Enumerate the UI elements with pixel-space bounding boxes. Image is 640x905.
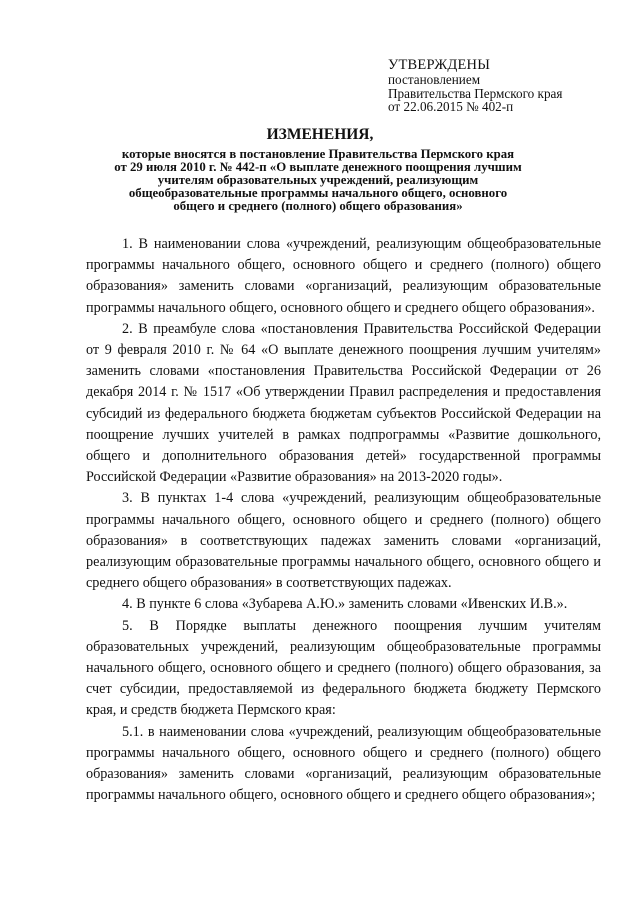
subtitle-line: учителям образовательных учреждений, реализующим — [157, 173, 479, 188]
paragraph-3: 3. В пунктах 1-4 слова «учреждений, реализующим общеобразовательные программы начального общего, основного общего и среднего (полного) общего образования» в соответствующих падежах заменить словами «организаций, реализующим образовательные программы начального общего, основного общего и среднего общего образования» в соответствующих падежах. — [86, 490, 601, 592]
paragraph-1: 1. В наименовании слова «учреждений, реализующим общеобразовательные программы начального общего, основного общего и среднего (полного) общего образования» заменить словами «организаций, реализующим образовательные программы начального общего, основного общего и среднего общего образования». — [86, 236, 601, 316]
document-body — [86, 234, 601, 806]
approval-line-1: постановлением — [388, 72, 481, 87]
approval-line-2: Правительства Пермского края — [388, 85, 563, 101]
approval-heading: УТВЕРЖДЕНЫ — [388, 57, 491, 73]
approval-stamp — [388, 58, 628, 114]
document-title: ИЗМЕНЕНИЯ, — [266, 126, 374, 143]
subtitle-line: общеобразовательные программы начального общего, основного — [128, 186, 508, 201]
paragraph-5: 5. В Порядке выплаты денежного поощрения лучшим учителям образовательных учреждений, реализующим общеобразовательные программы начального общего, основного общего и среднего (полного) общего образования, за счет субсидии, предоставляемой из федерального бюджета бюджету Пермского края, и средств бюджета Пермского края: — [86, 617, 601, 719]
paragraph-5-1: 5.1. в наименовании слова «учреждений, реализующим общеобразовательные программы начального общего, основного общего и среднего (полного) общего образования» заменить словами «организаций, реализующим образовательные программы начального общего, основного общего и среднего общего образования»; — [86, 723, 601, 804]
paragraph-4: 4. В пункте 6 слова «Зубарева А.Ю.» заменить словами «Ивенских И.В.». — [122, 596, 568, 613]
subtitle-line: общего и среднего (полного) общего образования» — [173, 199, 463, 214]
paragraph-2: 2. В преамбуле слова «постановления Правительства Российской Федерации от 9 февраля 2010 г. № 64 «О выплате денежного поощрения лучшим учителям» заменить словами «постановления Правительства Российской Федерации от 26 декабря 2014 г. № 1517 «Об утверждении Правил распределения и предоставления субсидий из федерального бюджета бюджетам субъектов Российской Федерации на поощрение лучших учителей в рамках подпрограммы «Развитие дошкольного, общего и дополнительного образования детей» государственной программы Российской Федерации «Развитие образования» на 2013-2020 годы». — [86, 320, 601, 486]
document-subtitle — [80, 148, 556, 213]
subtitle-line: которые вносятся в постановление Правительства Пермского края — [121, 147, 515, 161]
subtitle-line: от 29 июля 2010 г. № 442-п «О выплате денежного поощрения лучшим — [114, 160, 522, 175]
approval-line-3: от 22.06.2015 № 402-п — [388, 99, 514, 114]
